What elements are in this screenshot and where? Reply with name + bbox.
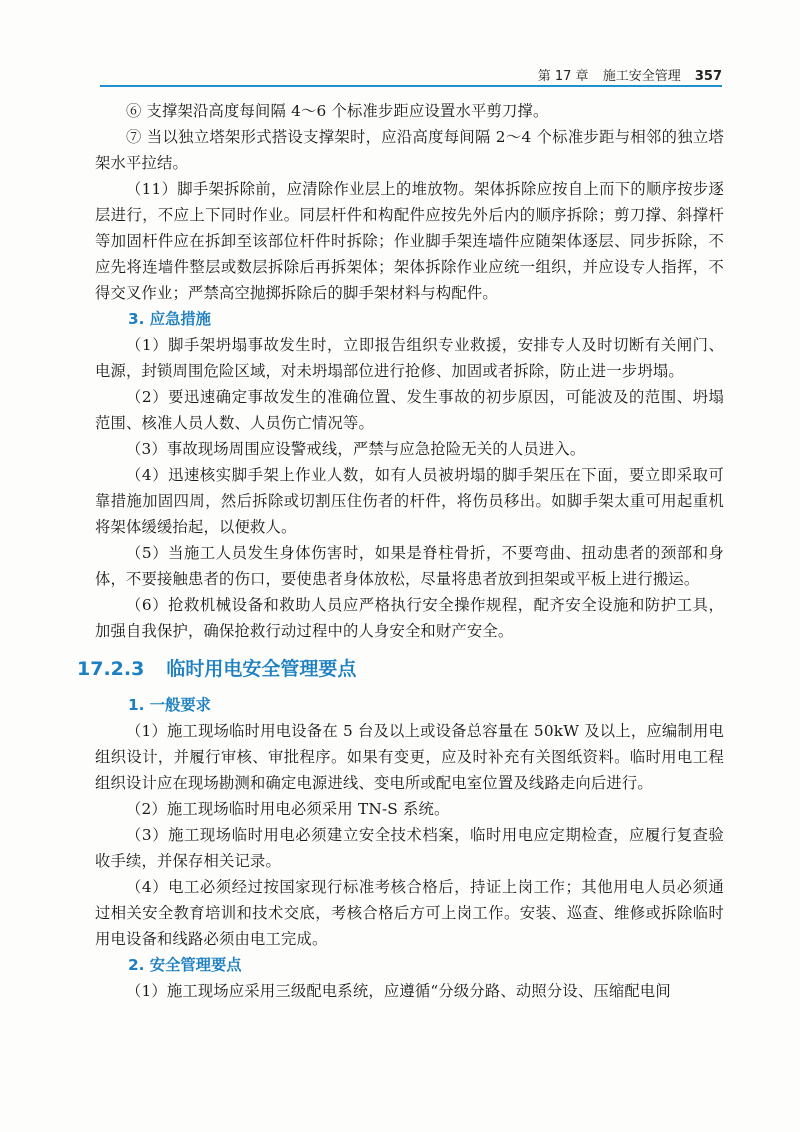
page-body <box>77 98 724 1004</box>
header-text <box>528 65 722 84</box>
paragraph: （1）脚手架坍塌事故发生时，立即报告组织专业救援，安排专人及时切断有关闸门、电源，封锁周围危险区域，对未坍塌部位进行抢修、加固或者拆除，防止进一步坍塌。 <box>95 336 724 380</box>
paragraph: （4）迅速核实脚手架上作业人数，如有人员被坍塌的脚手架压在下面，要立即采取可靠措施加固四周，然后拆除或切割压住伤者的杆件，将伤员移出。如脚手架太重可用起重机将架体缓缓抬起，以便救人。 <box>95 466 724 536</box>
header-rule <box>100 85 722 87</box>
paragraph: （1）施工现场临时用电设备在 5 台及以上或设备总容量在 50kW 及以上，应编制用电组织设计，并履行审核、审批程序。如果有变更，应及时补充有关图纸资料。临时用电工程组织设计应在现场勘测和确定电源进线、变电所或配电室位置及线路走向后进行。 <box>95 722 724 792</box>
section-title: 临时用电安全管理要点 <box>166 658 357 680</box>
paragraph: ⑥ 支撑架沿高度每间隔 4～6 个标准步距应设置水平剪刀撑。 <box>126 102 549 120</box>
paragraph: （6）抢救机械设备和救助人员应严格执行安全操作规程，配齐安全设施和防护工具，加强自我保护，确保抢救行动过程中的人身安全和财产安全。 <box>95 596 724 640</box>
paragraph: （3）施工现场临时用电必须建立安全技术档案，临时用电应定期检查，应履行复查验收手续，并保存相关记录。 <box>95 826 724 870</box>
paragraph: （2）要迅速确定事故发生的准确位置、发生事故的初步原因，可能波及的范围、坍塌范围、核准人员人数、人员伤亡情况等。 <box>95 388 724 432</box>
paragraph: （3）事故现场周围应设警戒线，严禁与应急抢险无关的人员进入。 <box>126 440 586 458</box>
section-number: 17.2.3 <box>77 658 145 680</box>
paragraph: （2）施工现场临时用电必须采用 TN-S 系统。 <box>126 800 450 818</box>
page-number: 357 <box>694 69 722 84</box>
chapter-title: 施工安全管理 <box>602 69 681 84</box>
section-heading <box>77 654 724 684</box>
subheading-general: 1. 一般要求 <box>128 696 211 714</box>
chapter-number: 第 17 章 <box>537 69 589 84</box>
running-header <box>0 62 800 92</box>
paragraph: （11）脚手架拆除前，应清除作业层上的堆放物。架体拆除应按自上而下的顺序按步逐层进行，不应上下同时作业。同层杆件和构配件应按先外后内的顺序拆除；剪刀撑、斜撑杆等加固杆件应在拆卸至该部位杆件时拆除；作业脚手架连墙件应随架体逐层、同步拆除，不应先将连墙件整层或数层拆除后再拆架体；架体拆除作业应统一组织，并应设专人指挥，不得交叉作业；严禁高空抛掷拆除后的脚手架材料与构配件。 <box>95 180 724 302</box>
paragraph: ⑦ 当以独立塔架形式搭设支撑架时，应沿高度每间隔 2～4 个标准步距与相邻的独立塔架水平拉结。 <box>95 128 724 172</box>
subheading-emergency: 3. 应急措施 <box>128 310 211 328</box>
paragraph: （5）当施工人员发生身体伤害时，如果是脊柱骨折，不要弯曲、扭动患者的颈部和身体，不要接触患者的伤口，要使患者身体放松，尽量将患者放到担架或平板上进行搬运。 <box>95 544 724 588</box>
paragraph: （4）电工必须经过按国家现行标准考核合格后，持证上岗工作；其他用电人员必须通过相关安全教育培训和技术交底，考核合格后方可上岗工作。安装、巡查、维修或拆除临时用电设备和线路必须由电工完成。 <box>95 878 724 948</box>
subheading-safety-points: 2. 安全管理要点 <box>128 956 242 974</box>
paragraph: （1）施工现场应采用三级配电系统，应遵循“分级分路、动照分设、压缩配电间 <box>126 982 671 1000</box>
